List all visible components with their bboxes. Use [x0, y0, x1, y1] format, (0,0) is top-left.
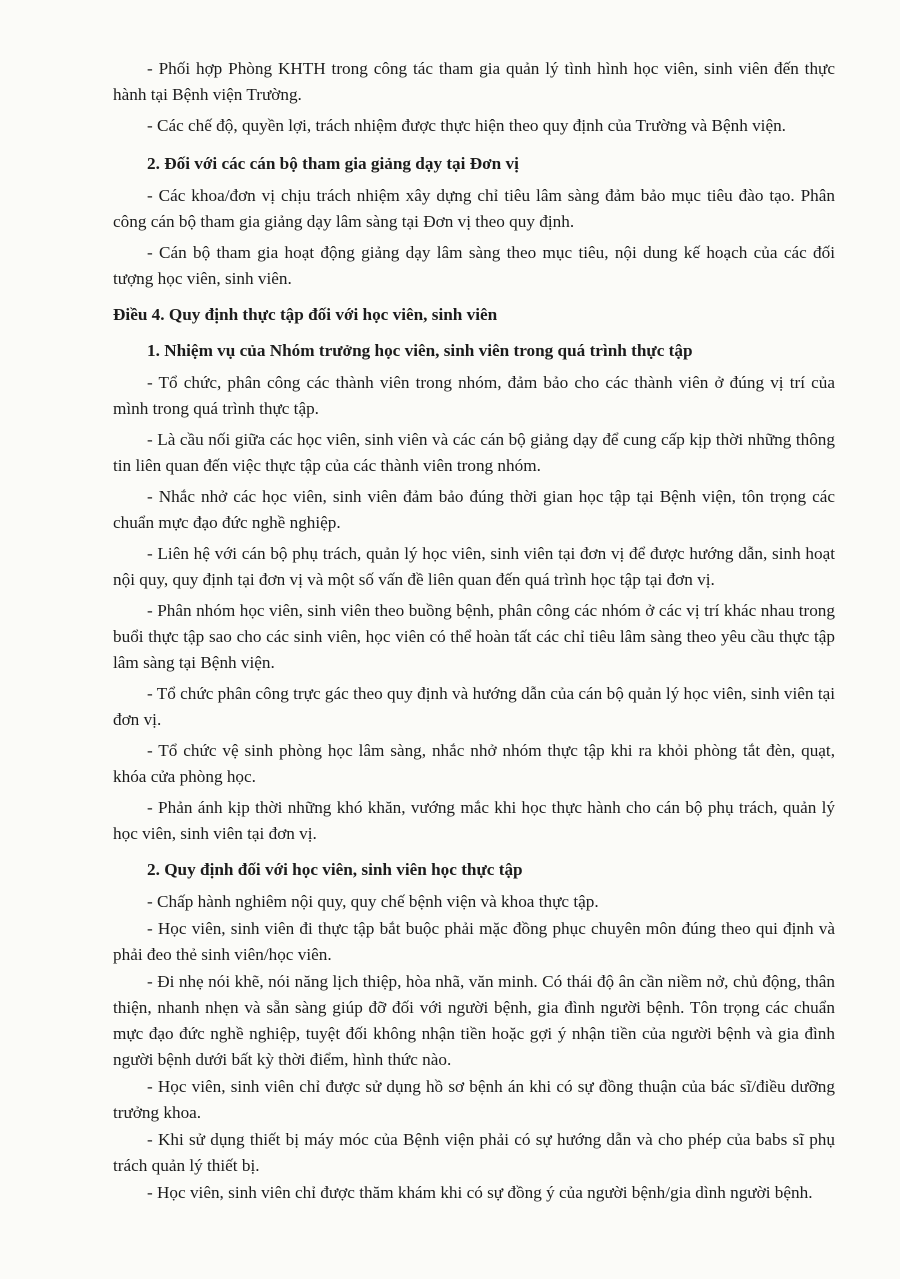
paragraph: - Tổ chức vệ sinh phòng học lâm sàng, nhắc nhở nhóm thực tập khi ra khỏi phòng tắt đèn, quạt, khóa cửa phòng học. [113, 741, 835, 786]
paragraph: - Nhắc nhở các học viên, sinh viên đảm bảo đúng thời gian học tập tại Bệnh viện, tôn trọng các chuẩn mực đạo đức nghề nghiệp. [113, 487, 835, 532]
paragraph: - Liên hệ với cán bộ phụ trách, quản lý học viên, sinh viên tại đơn vị để được hướng dẫn, sinh hoạt nội quy, quy định tại đơn vị và một số vấn đề liên quan đến quá trình học tập tại đơn vị. [113, 544, 835, 589]
paragraph: - Chấp hành nghiêm nội quy, quy chế bệnh viện và khoa thực tập. [147, 892, 599, 911]
paragraph: - Tổ chức phân công trực gác theo quy định và hướng dẫn của cán bộ quản lý học viên, sinh viên tại đơn vị. [113, 684, 835, 729]
paragraph: - Là cầu nối giữa các học viên, sinh viên và các cán bộ giảng dạy để cung cấp kịp thời những thông tin liên quan đến việc thực tập của các thành viên trong nhóm. [113, 430, 835, 475]
paragraph: - Học viên, sinh viên đi thực tập bắt buộc phải mặc đồng phục chuyên môn đúng theo qui định và phải đeo thẻ sinh viên/học viên. [113, 919, 835, 964]
section-heading: 2. Quy định đối với học viên, sinh viên học thực tập [147, 860, 523, 879]
paragraph: - Các khoa/đơn vị chịu trách nhiệm xây dựng chỉ tiêu lâm sàng đảm bảo mục tiêu đào tạo. Phân công cán bộ tham gia giảng dạy lâm sàng tại Đơn vị theo quy định. [113, 186, 835, 231]
paragraph: - Khi sử dụng thiết bị máy móc của Bệnh viện phải có sự hướng dẫn và cho phép của babs sĩ phụ trách quản lý thiết bị. [113, 1130, 835, 1175]
paragraph: - Học viên, sinh viên chỉ được sử dụng hồ sơ bệnh án khi có sự đồng thuận của bác sĩ/điều dưỡng trưởng khoa. [113, 1077, 835, 1122]
paragraph: - Đi nhẹ nói khẽ, nói năng lịch thiệp, hòa nhã, văn minh. Có thái độ ân cần niềm nở, chủ động, thân thiện, nhanh nhẹn và sẵn sàng giúp đỡ đối với người bệnh, gia đình người bệnh. Tôn trọng các chuẩn mực đạo đức nghề nghiệp, tuyệt đối không nhận tiền hoặc gợi ý nhận tiền của người bệnh và gia đình người bệnh dưới bất kỳ thời điểm, hình thức nào. [113, 972, 835, 1069]
article-heading: Điều 4. Quy định thực tập đối với học viên, sinh viên [113, 305, 498, 324]
paragraph: - Các chế độ, quyền lợi, trách nhiệm được thực hiện theo quy định của Trường và Bệnh viện. [147, 116, 786, 135]
document-page [113, 56, 835, 1207]
section-heading: 2. Đối với các cán bộ tham gia giảng dạy tại Đơn vị [147, 154, 519, 173]
paragraph: - Học viên, sinh viên chỉ được thăm khám khi có sự đồng ý của người bệnh/gia dình người bệnh. [147, 1183, 813, 1202]
paragraph: - Phân nhóm học viên, sinh viên theo buồng bệnh, phân công các nhóm ở các vị trí khác nhau trong buổi thực tập sao cho các sinh viên, học viên có thể hoàn tất các chỉ tiêu lâm sàng theo yêu cầu thực tập lâm sàng tại Bệnh viện. [113, 601, 835, 672]
paragraph: - Phối hợp Phòng KHTH trong công tác tham gia quản lý tình hình học viên, sinh viên đến thực hành tại Bệnh viện Trường. [113, 59, 835, 104]
paragraph: - Phản ánh kịp thời những khó khăn, vướng mắc khi học thực hành cho cán bộ phụ trách, quản lý học viên, sinh viên tại đơn vị. [113, 798, 835, 843]
paragraph: - Tổ chức, phân công các thành viên trong nhóm, đảm bảo cho các thành viên ở đúng vị trí của mình trong quá trình thực tập. [113, 373, 835, 418]
section-heading: 1. Nhiệm vụ của Nhóm trưởng học viên, sinh viên trong quá trình thực tập [147, 341, 693, 360]
paragraph: - Cán bộ tham gia hoạt động giảng dạy lâm sàng theo mục tiêu, nội dung kế hoạch của các đối tượng học viên, sinh viên. [113, 243, 835, 288]
